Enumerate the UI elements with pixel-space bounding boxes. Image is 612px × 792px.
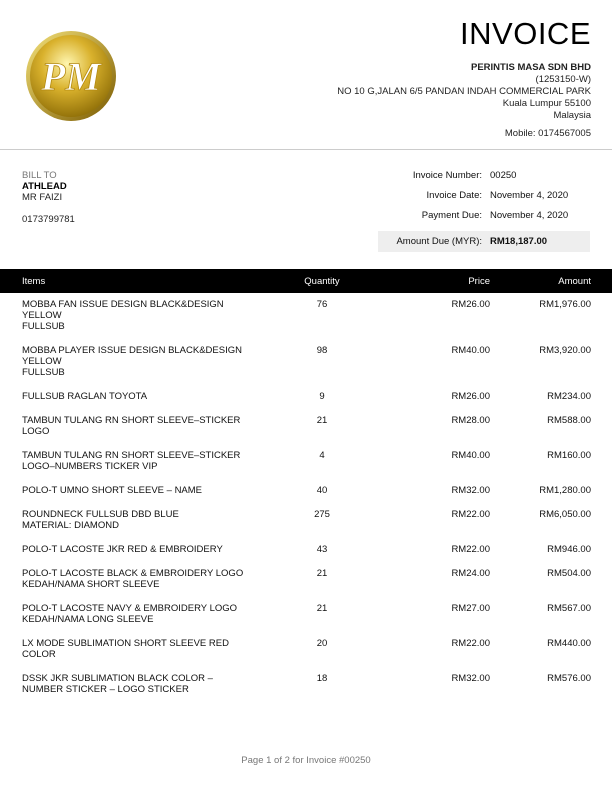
item-amount: RM440.00 xyxy=(547,638,591,649)
bill-to xyxy=(22,170,75,225)
table-row xyxy=(0,673,612,708)
item-quantity: 40 xyxy=(316,485,328,496)
item-description: FULLSUB RAGLAN TOYOTA xyxy=(22,391,148,402)
item-description: MOBBA FAN ISSUE DESIGN BLACK&DESIGN YELLOW FULLSUB xyxy=(22,299,224,332)
item-description: LX MODE SUBLIMATION SHORT SLEEVE RED COLOR xyxy=(22,638,229,660)
item-quantity: 21 xyxy=(316,415,328,426)
item-quantity: 21 xyxy=(316,568,328,579)
item-description: ROUNDNECK FULLSUB DBD BLUE MATERIAL: DIAMOND xyxy=(22,509,179,531)
invoice-meta xyxy=(378,170,590,252)
bill-to-label: BILL TO xyxy=(22,170,57,181)
page-footer: Page 1 of 2 for Invoice #00250 xyxy=(241,755,371,766)
item-price: RM32.00 xyxy=(451,485,490,496)
company-mobile: Mobile: 0174567005 xyxy=(504,128,591,139)
col-price: Price xyxy=(468,276,490,287)
table-row xyxy=(0,638,612,673)
invoice-number: 00250 xyxy=(490,170,517,181)
col-amount: Amount xyxy=(558,276,591,287)
item-quantity: 21 xyxy=(316,603,328,614)
item-amount: RM1,280.00 xyxy=(539,485,591,496)
amount-due-row xyxy=(378,231,590,252)
client-phone: 0173799781 xyxy=(22,214,75,225)
invoice-title: INVOICE xyxy=(460,16,591,51)
item-amount: RM3,920.00 xyxy=(539,345,591,356)
item-price: RM40.00 xyxy=(451,450,490,461)
item-price: RM22.00 xyxy=(451,638,490,649)
item-quantity: 18 xyxy=(316,673,328,684)
table-row xyxy=(0,450,612,485)
item-amount: RM160.00 xyxy=(547,450,591,461)
invoice-date: November 4, 2020 xyxy=(490,190,569,201)
item-amount: RM576.00 xyxy=(547,673,591,684)
col-quantity: Quantity xyxy=(304,276,340,287)
invoice-number-row xyxy=(378,170,590,190)
item-quantity: 76 xyxy=(316,299,328,310)
table-row xyxy=(0,544,612,568)
item-amount: RM946.00 xyxy=(547,544,591,555)
table-row xyxy=(0,391,612,415)
item-amount: RM567.00 xyxy=(547,603,591,614)
item-description: DSSK JKR SUBLIMATION BLACK COLOR – NUMBER STICKER – LOGO STICKER xyxy=(22,673,213,695)
item-amount: RM588.00 xyxy=(547,415,591,426)
item-amount: RM1,976.00 xyxy=(539,299,591,310)
item-description: POLO-T UMNO SHORT SLEEVE – NAME xyxy=(22,485,203,496)
item-description: TAMBUN TULANG RN SHORT SLEEVE–STICKER LOGO–NUMBERS TICKER VIP xyxy=(22,450,241,472)
payment-due-row xyxy=(378,210,590,230)
item-quantity: 43 xyxy=(316,544,328,555)
item-description: POLO-T LACOSTE JKR RED & EMBROIDERY xyxy=(22,544,223,555)
item-amount: RM234.00 xyxy=(547,391,591,402)
table-row xyxy=(0,485,612,509)
item-price: RM22.00 xyxy=(451,509,490,520)
item-quantity: 4 xyxy=(319,450,325,461)
payment-due-label: Payment Due: xyxy=(421,210,482,221)
item-quantity: 98 xyxy=(316,345,328,356)
item-price: RM26.00 xyxy=(451,299,490,310)
table-row xyxy=(0,509,612,544)
company-info xyxy=(337,62,591,122)
amount-due-label: Amount Due (MYR): xyxy=(396,236,482,247)
table-row xyxy=(0,299,612,345)
company-address-2: Kuala Lumpur 55100 xyxy=(502,98,591,109)
item-price: RM40.00 xyxy=(451,345,490,356)
amount-due: RM18,187.00 xyxy=(490,236,548,247)
table-row xyxy=(0,345,612,391)
company-reg: (1253150-W) xyxy=(535,74,591,85)
client-contact: MR FAIZI xyxy=(22,192,63,203)
company-name: PERINTIS MASA SDN BHD xyxy=(471,62,591,73)
item-price: RM27.00 xyxy=(451,603,490,614)
item-description: TAMBUN TULANG RN SHORT SLEEVE–STICKER LOGO xyxy=(22,415,241,437)
invoice-date-label: Invoice Date: xyxy=(426,190,482,201)
items-table-body xyxy=(0,299,612,708)
item-quantity: 275 xyxy=(314,509,330,520)
item-price: RM24.00 xyxy=(451,568,490,579)
item-price: RM32.00 xyxy=(451,673,490,684)
item-description: POLO-T LACOSTE NAVY & EMBROIDERY LOGO KEDAH/NAMA LONG SLEEVE xyxy=(22,603,238,625)
invoice-date-row xyxy=(378,190,590,210)
item-price: RM22.00 xyxy=(451,544,490,555)
item-amount: RM504.00 xyxy=(547,568,591,579)
logo-letters: PM xyxy=(41,54,101,99)
item-amount: RM6,050.00 xyxy=(539,509,591,520)
item-description: POLO-T LACOSTE BLACK & EMBROIDERY LOGO KEDAH/NAMA SHORT SLEEVE xyxy=(22,568,244,590)
header-divider xyxy=(0,149,612,150)
company-address-3: Malaysia xyxy=(553,110,591,121)
payment-due: November 4, 2020 xyxy=(490,210,569,221)
table-row xyxy=(0,603,612,638)
company-logo xyxy=(25,30,117,122)
item-description: MOBBA PLAYER ISSUE DESIGN BLACK&DESIGN YELLOW FULLSUB xyxy=(22,345,242,378)
item-quantity: 20 xyxy=(316,638,328,649)
client-name: ATHLEAD xyxy=(22,181,67,192)
col-items: Items xyxy=(22,276,46,287)
invoice-number-label: Invoice Number: xyxy=(412,170,482,181)
table-row xyxy=(0,568,612,603)
company-address-1: NO 10 G,JALAN 6/5 PANDAN INDAH COMMERCIAL PARK xyxy=(337,86,591,97)
item-price: RM26.00 xyxy=(451,391,490,402)
items-table-header xyxy=(0,269,612,293)
table-row xyxy=(0,415,612,450)
item-quantity: 9 xyxy=(319,391,325,402)
item-price: RM28.00 xyxy=(451,415,490,426)
